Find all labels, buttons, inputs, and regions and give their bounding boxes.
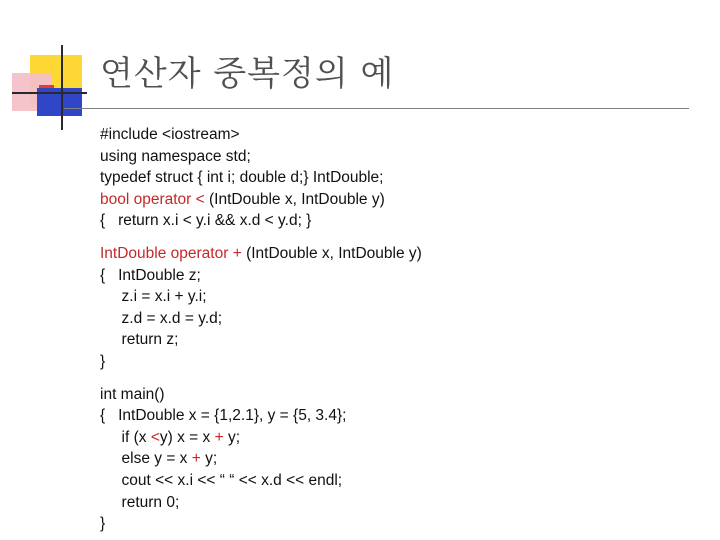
code-highlight: bool operator — [100, 190, 196, 208]
code-text: (IntDouble x, IntDouble y) — [246, 244, 422, 262]
code-text: using namespace std; — [100, 147, 251, 165]
block-gap — [100, 232, 422, 243]
code-text: y) x = x — [159, 428, 215, 446]
code-line — [100, 405, 422, 427]
code-text: typedef struct { int i; double d;} IntDouble; — [100, 169, 384, 187]
code-highlight: + — [191, 450, 201, 468]
code-highlight: + — [214, 428, 224, 446]
code-text: if (x — [100, 428, 151, 446]
code-line — [100, 448, 422, 470]
code-text: { return x.i < y.i && x.d < y.d; } — [100, 212, 312, 230]
code-text: y; — [223, 428, 241, 446]
code-highlight: < — [150, 428, 160, 446]
code-line — [100, 167, 422, 189]
code-text: { IntDouble z; — [100, 266, 201, 284]
code-text: } — [100, 352, 106, 370]
slide-title: 연산자 중복정의 예 — [100, 54, 395, 94]
code-line — [100, 243, 422, 265]
code-block — [100, 384, 422, 535]
code-line — [100, 329, 422, 351]
code-line — [100, 427, 422, 449]
code-line — [100, 189, 422, 211]
code-highlight: + — [232, 244, 247, 262]
code-line — [100, 286, 422, 308]
code-line — [100, 124, 422, 146]
code-line — [100, 351, 422, 373]
vertical-line-decoration — [61, 45, 63, 130]
code-listing — [100, 124, 422, 535]
code-line — [100, 513, 422, 535]
code-text: } — [100, 515, 106, 533]
code-line — [100, 308, 422, 330]
code-line — [100, 470, 422, 492]
code-text: (IntDouble x, IntDouble y) — [209, 190, 385, 208]
block-gap — [100, 373, 422, 384]
code-text: #include <iostream> — [100, 126, 240, 143]
code-text: else y = x — [100, 450, 192, 468]
code-text: return 0; — [100, 493, 180, 511]
code-text: y; — [200, 450, 218, 468]
code-text: { IntDouble x = {1,2.1}, y = {5, 3.4}; — [100, 407, 347, 425]
title-divider — [64, 108, 689, 109]
code-line — [100, 210, 422, 232]
code-line — [100, 492, 422, 514]
code-line — [100, 265, 422, 287]
code-text: int main() — [100, 385, 165, 403]
code-text: z.i = x.i + y.i; — [100, 288, 207, 306]
code-block — [100, 243, 422, 373]
code-text: z.d = x.d = y.d; — [100, 309, 223, 327]
horizontal-line-decoration — [12, 92, 87, 94]
code-line — [100, 384, 422, 406]
code-highlight: IntDouble operator — [100, 244, 233, 262]
code-text: return z; — [100, 331, 179, 349]
code-line — [100, 146, 422, 168]
code-highlight: < — [195, 190, 210, 208]
code-block — [100, 124, 422, 232]
code-text: cout << x.i << “ “ << x.d << endl; — [100, 471, 343, 489]
